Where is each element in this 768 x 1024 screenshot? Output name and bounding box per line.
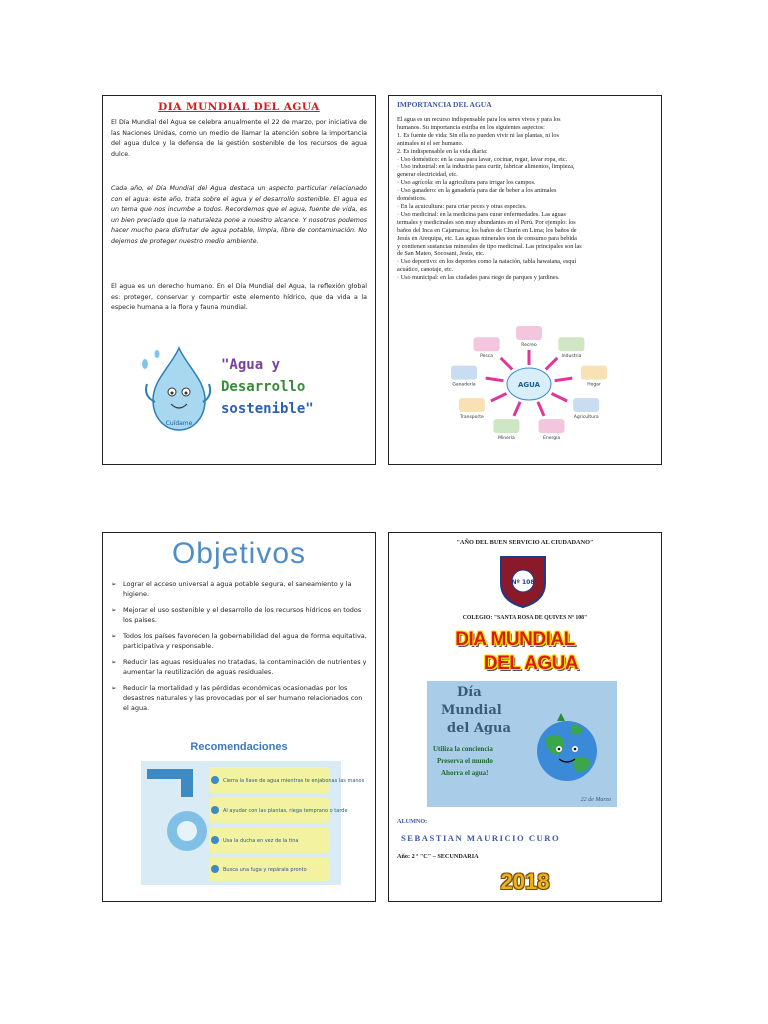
- art-line-3: sostenible": [221, 401, 314, 417]
- recommendations-poster: [141, 761, 365, 885]
- earth-globe-icon: [527, 709, 607, 789]
- importance-line: humanos. Su importancia estriba en los siguientes aspectos:: [397, 123, 545, 131]
- school-name: COLEGIO: "SANTA ROSA DE QUIVES Nº 108": [462, 615, 588, 621]
- arrow-bullet-icon: ➢: [111, 632, 117, 640]
- page1-paragraph-1: El Día Mundial del Agua se celebra anualmente el 22 de marzo, por iniciativa de las Naciones Unidas, como un medio de llamar la atención sobre la importancia del agua dulce y la defensa de la gestión sostenible de los recursos de agua dulce.: [111, 119, 367, 158]
- diagram-label: Minería: [498, 436, 515, 442]
- diagram-picture: [474, 337, 500, 351]
- recommendations-title: Recomendaciones: [190, 741, 288, 753]
- page-objetivos: [102, 532, 376, 902]
- page-importancia: [388, 95, 662, 465]
- diagram-picture: [493, 419, 519, 433]
- importance-line: · Uso ganadero: en la ganadería para dar de beber a los animales: [397, 187, 557, 195]
- objective-item: [111, 657, 367, 677]
- agua-desarrollo-art: [221, 354, 371, 426]
- importance-line: animales ni el ser humano.: [397, 139, 464, 147]
- objective-text: Reducir la mortalidad y las pérdidas económicas ocasionadas por los desastres naturales y las provocadas por el ser humano relacionados con el agua.: [123, 684, 363, 712]
- cover-title-line-2: DEL AGUA: [483, 653, 579, 674]
- objective-item: [111, 683, 367, 713]
- importance-line: · Uso industrial: en la industria para curtir, fabricar alimentos, limpieza,: [397, 163, 575, 171]
- page-dia-mundial: [102, 95, 376, 465]
- objective-item: [111, 579, 367, 599]
- poster-slogan-3: Ahorra el agua!: [441, 769, 489, 777]
- importance-line: · Uso medicinal: en la medicina para curar enfermedades. Las aguas: [397, 210, 566, 218]
- importance-line: acuático, canotaje, etc.: [397, 266, 454, 274]
- objective-text: Reducir las aguas residuales no tratadas, la contaminación de nutrientes y aumentar la reutilización de aguas residuales.: [123, 658, 367, 676]
- importance-line: · Uso agrícola: en la agricultura para irrigar los campos.: [397, 179, 536, 187]
- poster-line-2: Mundial: [441, 703, 502, 718]
- objective-item: [111, 631, 367, 651]
- importance-line: · Uso doméstico: en la casa para lavar, cocinar, regar, lavar ropa, etc.: [397, 155, 568, 163]
- school-crest-icon: [497, 553, 549, 609]
- rec-item-3: Usa la ducha en vez de la tina: [223, 838, 299, 844]
- objective-text: Todos los países favorecen la gobernabilidad del agua de forma equitativa, participativa y responsable.: [123, 632, 367, 650]
- diagram-picture: [581, 366, 607, 380]
- student-grade: Año: 2 º "C" – SECUNDARIA: [397, 853, 479, 860]
- importance-line: · Uso municipal: en las ciudades para riego de parques y jardines.: [397, 274, 560, 282]
- rec-item-4: Busca una fuga y repárala pronto: [223, 867, 307, 873]
- importance-line: El agua es un recurso indispensable para los seres vivos y para los: [397, 116, 561, 123]
- diagram-picture: [558, 337, 584, 351]
- art-line-1: "Agua y: [221, 357, 281, 373]
- diagram-label: Hogar: [587, 382, 601, 388]
- page2-body: [397, 116, 655, 322]
- importance-line: 2. Es indispensable en la vida diaria:: [397, 147, 488, 155]
- art-line-2: Desarrollo: [221, 379, 306, 395]
- rec-item-1: Cierra la llave de agua mientras te enjabonas las manos: [223, 778, 365, 784]
- page1-paragraph-2: Cada año, el Día Mundial del Agua destaca un aspecto particular relacionado con el agua: este año, trata sobre el agua y el desarrollo sostenible. El agua es un tema que nos incumbe a todos. Recordemos que el agua, fuente de vida, es un bien preciado que la naturaleza pone a nuestro alcance. Y nosotros podemos hacer mucho para disfrutar de agua potable, limpia, libre de contaminación. No dejemos de proteger nuestro medio ambiente.: [111, 185, 367, 245]
- importance-line: domésticos.: [397, 195, 427, 203]
- student-name: SEBASTIAN MAURICIO CURO: [401, 833, 561, 843]
- importance-line: · En la acuicultura: para criar peces y otras especies.: [397, 202, 527, 210]
- rec-item-2: Al ayudar con las plantas, riega temprano o tarde: [223, 808, 348, 814]
- page3-title: Objetivos: [171, 537, 307, 570]
- arrow-bullet-icon: ➢: [111, 580, 117, 588]
- year-motto: "AÑO DEL BUEN SERVICIO AL CIUDADANO": [456, 539, 594, 546]
- poster-line-3: del Agua: [447, 721, 511, 736]
- diagram-picture: [451, 366, 477, 380]
- importance-line: termales y medicinales son muy abundantes en el Perú. Por ejemplo: los: [397, 218, 576, 226]
- crest-text: Nº 108: [511, 579, 535, 586]
- objective-item: [111, 605, 367, 625]
- water-drop-mascot-icon: [137, 344, 217, 436]
- importance-line: de San Mateo, Socosani, Jesús, etc.: [397, 250, 485, 258]
- importance-line: · Uso deportivo: en los deportes como la natación, tabla hawaiana, esquí: [397, 258, 577, 266]
- arrow-bullet-icon: ➢: [111, 684, 117, 692]
- diagram-center-label: AGUA: [517, 381, 541, 389]
- page1-paragraph-3: El agua es un derecho humano. En el Día Mundial del Agua, la reflexión global es: proteger, conservar y compartir este elemento hídrico, que da vida a la especie humana a la flora y fauna mundial.: [111, 283, 367, 312]
- diagram-label: Energía: [543, 436, 561, 442]
- big-year: 2018: [500, 869, 550, 894]
- importance-line: generar electricidad, etc.: [397, 171, 458, 179]
- cover-title-line-1: DIA MUNDIAL: [455, 629, 575, 650]
- arrow-bullet-icon: ➢: [111, 606, 117, 614]
- diagram-picture: [539, 419, 565, 433]
- poster-line-1: Día: [457, 685, 482, 700]
- importance-line: 1. Es fuente de vida: Sin ella no pueden vivir ni las plantas, ni los: [397, 131, 559, 139]
- poster-slogan-2: Preserva el mundo: [437, 757, 493, 765]
- page-cover: [388, 532, 662, 902]
- diagram-label: Transporte: [459, 415, 484, 420]
- objectives-list: [111, 579, 367, 719]
- importance-line: y contienen sustancias minerales de tipo medicinal. Las principales son las: [397, 242, 582, 250]
- alumno-label: ALUMNO:: [397, 818, 428, 825]
- diagram-label: Recreo: [521, 343, 537, 348]
- objective-text: Mejorar el uso sostenible y el desarrollo de los recursos hídricos en todos los países.: [123, 606, 362, 624]
- objective-text: Lograr el acceso universal a agua potable segura, el saneamiento y la higiene.: [123, 580, 352, 598]
- water-day-poster: [427, 681, 617, 807]
- drop-caption: Cuídame: [165, 420, 193, 427]
- poster-date: 22 de Marzo: [580, 797, 611, 803]
- arrow-bullet-icon: ➢: [111, 658, 117, 666]
- diagram-label: Ganadería: [452, 382, 476, 388]
- diagram-label: Agricultura: [573, 415, 599, 420]
- diagram-label: Pesca: [480, 354, 494, 360]
- diagram-picture: [573, 398, 599, 412]
- importance-line: baños del Inca en Cajamarca; los baños de Churín en Lima; los baños de: [397, 226, 577, 234]
- page2-title: IMPORTANCIA DEL AGUA: [397, 100, 492, 109]
- diagram-picture: [516, 326, 542, 340]
- importance-line: Jesús en Arequipa, etc. Las aguas minerales son de consumo para bebida: [397, 234, 577, 242]
- water-uses-diagram: [439, 318, 619, 450]
- diagram-label: Industria: [561, 354, 582, 360]
- page1-title: DIA MUNDIAL DEL AGUA: [158, 101, 320, 113]
- poster-slogan-1: Utiliza la conciencia: [433, 745, 493, 753]
- diagram-picture: [459, 398, 485, 412]
